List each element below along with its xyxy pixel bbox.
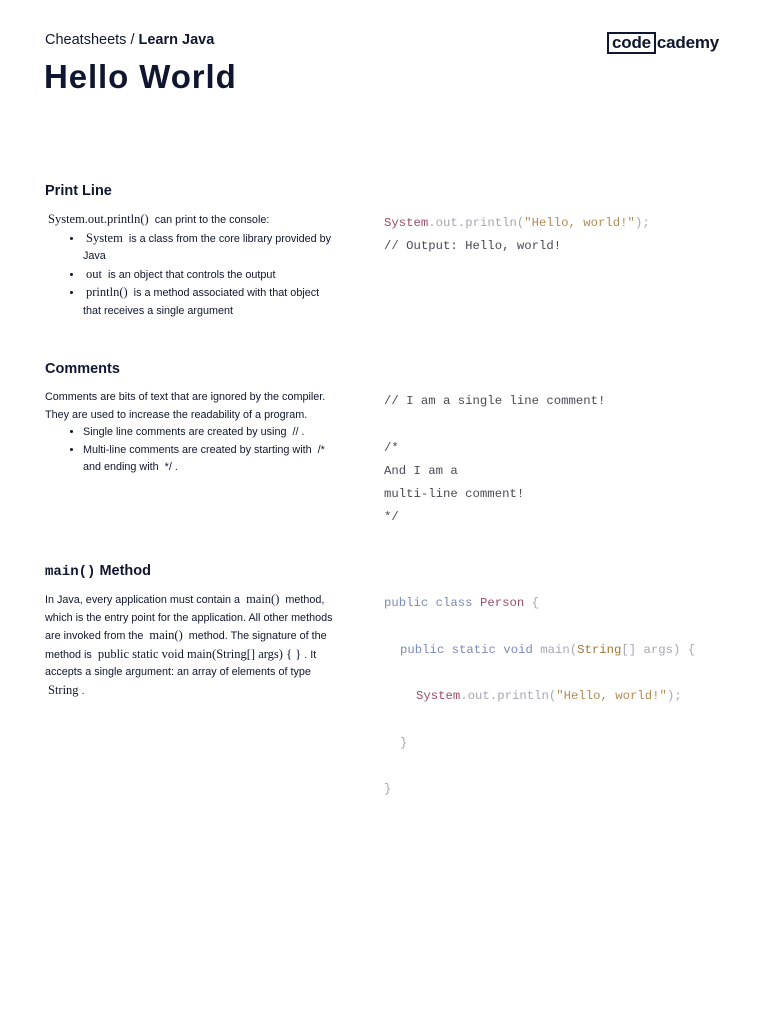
inline-code: public static void main(String[] args) { }	[97, 646, 302, 661]
inline-code: /*	[317, 443, 325, 456]
comments-paragraph: Comments are bits of text that are ignored by the compiler. They are used to increase the readability of a program.	[45, 391, 326, 421]
title-text: Method	[99, 563, 151, 579]
section-title-main-method	[45, 563, 151, 580]
inline-code: println()	[86, 285, 128, 300]
code-comment-line: And I am a	[384, 464, 458, 478]
codecademy-logo[interactable]	[607, 31, 719, 55]
inline-code: System.out.println()	[48, 212, 149, 226]
list-item: • Single line comments are created by using // .	[83, 424, 337, 442]
main-method-description	[45, 591, 337, 701]
section-title-comments: Comments	[45, 361, 120, 377]
breadcrumb-separator: /	[130, 32, 135, 48]
comments-bullets	[45, 424, 337, 477]
inline-code: */	[164, 461, 172, 474]
code-block-print-line	[384, 216, 650, 272]
main-method-paragraph: In Java, every application must contain a main() method, which is the entry point for the application. All other methods are invoked from the main() method. The signature of the method is public static void main(String[] args) { } . It accepts a single argument: an array of elements of type String .	[45, 592, 333, 697]
bullet-text: is an object that controls the output	[107, 268, 276, 281]
list-item	[83, 266, 337, 285]
intro-text: can print to the console:	[154, 214, 270, 226]
code-comment-line: */	[384, 510, 399, 524]
inline-code: main()	[149, 628, 183, 643]
inline-code: main()	[246, 592, 280, 606]
code-line: public static void main(String[] args) {	[400, 643, 696, 657]
inline-code: String	[48, 682, 79, 697]
page-title: Hello World	[44, 58, 237, 95]
logo-code-box: code	[607, 32, 656, 54]
logo-rest: cademy	[656, 33, 720, 52]
print-line-description	[45, 211, 337, 321]
inline-code: System	[86, 230, 123, 245]
bullet-text: is a class from the core library provided by Java	[83, 232, 332, 263]
print-line-bullets	[45, 230, 337, 321]
code-line: System.out.println("Hello, world!");	[384, 216, 650, 230]
code-line: }	[400, 736, 408, 750]
code-comment-line: /*	[384, 441, 399, 455]
breadcrumb	[45, 32, 214, 48]
code-comment-line: multi-line comment!	[384, 487, 525, 501]
print-line-intro	[45, 211, 337, 230]
comments-description	[45, 389, 337, 477]
inline-code: out	[86, 266, 102, 281]
list-item	[83, 284, 337, 320]
breadcrumb-link-learn-java[interactable]: Learn Java	[138, 32, 215, 48]
section-title-print-line: Print Line	[45, 183, 112, 199]
title-code: main()	[45, 564, 96, 580]
code-block-main-method	[384, 596, 696, 796]
code-comment-line: // Output: Hello, world!	[384, 239, 562, 253]
code-line: }	[384, 782, 392, 796]
list-item: • Multi-line comments are created by starting with /* and ending with */ .	[83, 442, 337, 477]
code-block-comments	[384, 394, 606, 524]
inline-code: //	[292, 426, 299, 439]
code-line: System.out.println("Hello, world!");	[416, 689, 682, 703]
code-comment-line: // I am a single line comment!	[384, 394, 606, 408]
code-line: public class Person {	[384, 596, 540, 610]
breadcrumb-link-cheatsheets[interactable]: Cheatsheets	[45, 32, 127, 48]
list-item	[83, 230, 337, 266]
bullet-text: is a method associated with that object that receives a single argument	[83, 287, 320, 317]
